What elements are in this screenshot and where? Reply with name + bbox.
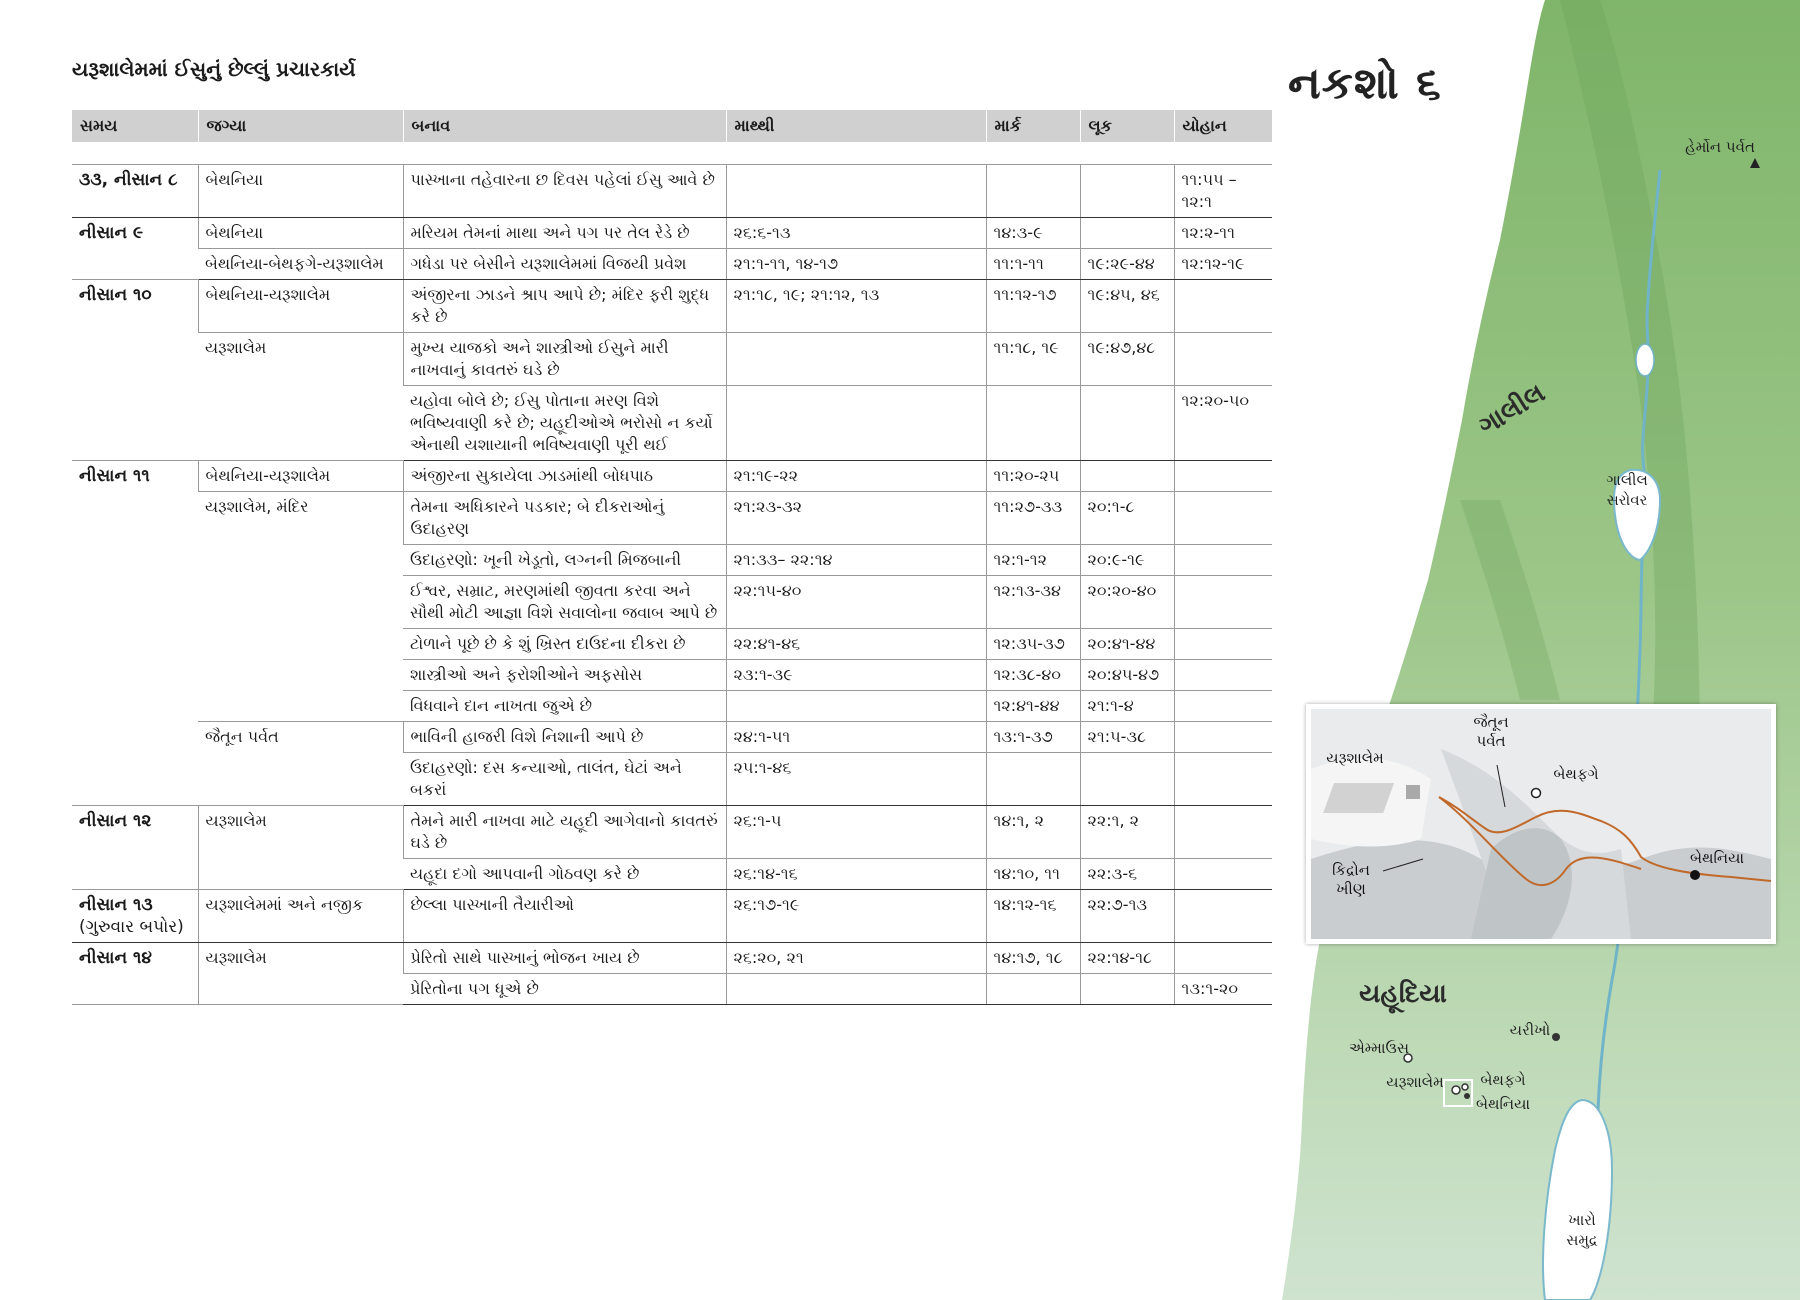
- date-cell: [72, 280, 198, 461]
- header-time: સમય: [72, 110, 198, 142]
- header-spacer: [72, 142, 1272, 165]
- event-cell: ભાવિની હાજરી વિશે નિશાની આપે છે: [403, 722, 726, 753]
- matthew-cell: ૨૧:૩૩– ૨૨:૧૪: [726, 545, 986, 576]
- matthew-cell: ૨૧:૧૯-૨૨: [726, 461, 986, 492]
- place-cell: બેથનિયા-યરૂશાલેમ: [198, 280, 403, 333]
- john-cell: [1174, 943, 1272, 974]
- jerusalem-label: યરૂશાલેમ: [1386, 1073, 1444, 1091]
- sea-of-galilee-label: ગાલીલ સરોવર: [1606, 471, 1648, 509]
- mark-cell: [986, 165, 1080, 218]
- john-cell: [1174, 576, 1272, 629]
- matthew-cell: ૨૬:૨૦, ૨૧: [726, 943, 986, 974]
- matthew-cell: ૨૧:૨૩-૩૨: [726, 492, 986, 545]
- mark-cell: ૧૪:૧૦, ૧૧: [986, 859, 1080, 890]
- matthew-cell: ૨૬:૧-૫: [726, 806, 986, 859]
- header-matthew: માથ્થી: [726, 110, 986, 142]
- place-cell: બેથનિયા: [198, 218, 403, 249]
- event-cell: તેમના અધિકારને પડકાર; બે દીકરાઓનું ઉદાહરણ: [403, 492, 726, 545]
- john-cell: [1174, 333, 1272, 386]
- table-row: [72, 722, 1272, 753]
- event-cell: પ્રેરિતો સાથે પાસ્ખાનું ભોજન ખાય છે: [403, 943, 726, 974]
- date-text: નીસાન ૧૪: [79, 948, 152, 968]
- matthew-cell: [726, 333, 986, 386]
- event-cell: પ્રેરિતોના પગ ધૂએ છે: [403, 974, 726, 1005]
- map-title: નકશો ૬: [1288, 58, 1442, 109]
- event-cell: અંજીરના ઝાડને શ્રાપ આપે છે; મંદિર ફરી શુદ્ધ કરે છે: [403, 280, 726, 333]
- matthew-cell: ૨૬:૧૭-૧૯: [726, 890, 986, 943]
- event-cell: ઈશ્વર, સમ્રાટ, મરણમાંથી જીવતા કરવા અને સૌથી મોટી આજ્ઞા વિશે સવાલોના જવાબ આપે છે: [403, 576, 726, 629]
- mark-cell: ૧૧:૧-૧૧: [986, 249, 1080, 280]
- jerusalem-marker: [1452, 1086, 1460, 1094]
- table-row: [72, 218, 1272, 249]
- event-cell: યહૂદા દગો આપવાની ગોઠવણ કરે છે: [403, 859, 726, 890]
- date-cell: [72, 461, 198, 806]
- matthew-cell: ૨૨:૧૫-૪૦: [726, 576, 986, 629]
- matthew-cell: ૨૫:૧-૪૬: [726, 753, 986, 806]
- header-mark: માર્ક: [986, 110, 1080, 142]
- date-note: (ગુરુવાર બપોર): [79, 917, 184, 937]
- mark-cell: ૧૧:૨૭-૩૩: [986, 492, 1080, 545]
- mark-cell: ૧૨:૩૫-૩૭: [986, 629, 1080, 660]
- schedule-table: [72, 110, 1272, 1005]
- john-cell: [1174, 660, 1272, 691]
- table-row: [72, 333, 1272, 386]
- place-cell: યરૂશાલેમ: [198, 943, 403, 1005]
- event-cell: અંજીરના સુકાયેલા ઝાડમાંથી બોધપાઠ: [403, 461, 726, 492]
- inset-bethphage-label: બેથફગે: [1553, 765, 1599, 783]
- john-cell: ૧૨:૧૨-૧૯: [1174, 249, 1272, 280]
- mark-cell: ૧૨:૪૧-૪૪: [986, 691, 1080, 722]
- john-cell: ૧૨:૨-૧૧: [1174, 218, 1272, 249]
- mark-cell: ૧૪:૩-૯: [986, 218, 1080, 249]
- event-cell: વિધવાને દાન નાખતા જુએ છે: [403, 691, 726, 722]
- john-cell: [1174, 806, 1272, 859]
- date-cell: [72, 218, 198, 280]
- luke-cell: ૨૨:૧, ૨: [1080, 806, 1174, 859]
- luke-cell: [1080, 386, 1174, 461]
- luke-cell: ૨૦:૯-૧૯: [1080, 545, 1174, 576]
- luke-cell: ૨૦:૪૧-૪૪: [1080, 629, 1174, 660]
- place-cell: જૈતૂન પર્વત: [198, 722, 403, 806]
- event-cell: છેલ્લા પાસ્ખાની તૈયારીઓ: [403, 890, 726, 943]
- date-text: નીસાન ૯: [79, 223, 144, 243]
- jericho-label: યરીખો: [1509, 1021, 1551, 1039]
- mount-of-olives-label: જૈતૂન પર્વત: [1473, 713, 1509, 750]
- bethphage-label: બેથફગે: [1480, 1071, 1526, 1089]
- table-header-row: [72, 110, 1272, 142]
- matthew-cell: ૨૧:૧૮, ૧૯; ૨૧:૧૨, ૧૩: [726, 280, 986, 333]
- kidron-valley-label: કિદ્રોન ખીણ: [1332, 861, 1370, 898]
- matthew-cell: ૨૧:૧-૧૧, ૧૪-૧૭: [726, 249, 986, 280]
- date-text: નીસાન ૧૨: [79, 811, 152, 831]
- matthew-cell: ૨૬:૬-૧૩: [726, 218, 986, 249]
- matthew-cell: [726, 691, 986, 722]
- inset-jerusalem-label: યરૂશાલેમ: [1326, 749, 1384, 767]
- luke-cell: [1080, 165, 1174, 218]
- table-row: [72, 280, 1272, 333]
- inset-bethany-label: બેથનિયા: [1689, 849, 1745, 867]
- luke-cell: ૨૧:૫-૩૮: [1080, 722, 1174, 753]
- date-cell: [72, 806, 198, 890]
- luke-cell: ૧૯:૪૫, ૪૬: [1080, 280, 1174, 333]
- event-cell: પાસ્ખાના તહેવારના છ દિવસ પહેલાં ઈસુ આવે છે: [403, 165, 726, 218]
- header-event: બનાવ: [403, 110, 726, 142]
- place-cell: બેથનિયા-યરૂશાલેમ: [198, 461, 403, 492]
- table-row: [72, 492, 1272, 545]
- luke-cell: ૨૦:૧-૮: [1080, 492, 1174, 545]
- mark-cell: ૧૧:૨૦-૨૫: [986, 461, 1080, 492]
- hermon-label: હેર્મોન પર્વત: [1685, 138, 1755, 156]
- luke-cell: ૨૨:૩-૬: [1080, 859, 1174, 890]
- mark-cell: ૧૪:૧૨-૧૬: [986, 890, 1080, 943]
- mark-cell: ૧૨:૧૩-૩૪: [986, 576, 1080, 629]
- mark-cell: ૧૩:૧-૩૭: [986, 722, 1080, 753]
- event-cell: ઉદાહરણો: ખૂની ખેડૂતો, લગ્નની મિજબાની: [403, 545, 726, 576]
- luke-cell: ૧૯:૪૭,૪૮: [1080, 333, 1174, 386]
- event-cell: મુખ્ય યાજકો અને શાસ્ત્રીઓ ઈસુને મારી નાખવાનું કાવતરું ઘડે છે: [403, 333, 726, 386]
- lake-huleh: [1636, 344, 1654, 376]
- mark-cell: ૧૨:૧-૧૨: [986, 545, 1080, 576]
- header-place: જગ્યા: [198, 110, 403, 142]
- matthew-cell: ૨૩:૧-૩૯: [726, 660, 986, 691]
- place-cell: બેથનિયા: [198, 165, 403, 218]
- schedule-section: [72, 52, 1272, 1005]
- mark-cell: ૧૪:૧૭, ૧૮: [986, 943, 1080, 974]
- bethany-label: બેથનિયા: [1475, 1095, 1531, 1113]
- john-cell: ૧૩:૧-૨૦: [1174, 974, 1272, 1005]
- matthew-cell: ૨૨:૪૧-૪૬: [726, 629, 986, 660]
- event-cell: શાસ્ત્રીઓ અને ફરોશીઓને અફસોસ: [403, 660, 726, 691]
- inset-terrain: [1311, 709, 1771, 939]
- luke-cell: ૨૨:૭-૧૩: [1080, 890, 1174, 943]
- john-cell: [1174, 722, 1272, 753]
- galilee-label: ગાલીલ: [1473, 378, 1551, 442]
- matthew-cell: ૨૬:૧૪-૧૬: [726, 859, 986, 890]
- mark-cell: [986, 386, 1080, 461]
- luke-cell: [1080, 461, 1174, 492]
- luke-cell: ૧૯:૨૯-૪૪: [1080, 249, 1174, 280]
- place-cell: યરૂશાલેમ, મંદિર: [198, 492, 403, 722]
- luke-cell: [1080, 753, 1174, 806]
- table-row: [72, 943, 1272, 974]
- judea-label: યહૂદિયા: [1359, 979, 1447, 1009]
- luke-cell: ૨૧:૧-૪: [1080, 691, 1174, 722]
- luke-cell: ૨૨:૧૪-૧૮: [1080, 943, 1174, 974]
- date-text: નીસાન ૧૦: [79, 285, 152, 305]
- matthew-cell: [726, 386, 986, 461]
- place-cell: બેથનિયા-બેથફગે-યરૂશાલેમ: [198, 249, 403, 280]
- luke-cell: ૨૦:૪૫-૪૭: [1080, 660, 1174, 691]
- date-cell: [72, 165, 198, 218]
- luke-cell: [1080, 974, 1174, 1005]
- event-cell: ઉદાહરણો: દસ કન્યાઓ, તાલંત, ઘેટાં અને બકરાં: [403, 753, 726, 806]
- john-cell: [1174, 691, 1272, 722]
- john-cell: ૧૨:૨૦-૫૦: [1174, 386, 1272, 461]
- john-cell: ૧૧:૫૫ – ૧૨:૧: [1174, 165, 1272, 218]
- john-cell: [1174, 545, 1272, 576]
- mark-cell: [986, 753, 1080, 806]
- mark-cell: ૧૪:૧, ૨: [986, 806, 1080, 859]
- table-row: [72, 165, 1272, 218]
- date-cell: [72, 943, 198, 1005]
- john-cell: [1174, 461, 1272, 492]
- table-row: [72, 249, 1272, 280]
- jerusalem-inset-map: [1306, 704, 1776, 944]
- page-subtitle: યરૂશાલેમમાં ઈસુનું છેલ્લું પ્રચારકાર્ય: [72, 57, 356, 81]
- place-cell: યરૂશાલેમ: [198, 333, 403, 461]
- table-row: [72, 461, 1272, 492]
- john-cell: [1174, 753, 1272, 806]
- mark-cell: ૧૨:૩૮-૪૦: [986, 660, 1080, 691]
- header-luke: લૂક: [1080, 110, 1174, 142]
- table-row: [72, 806, 1272, 859]
- john-cell: [1174, 492, 1272, 545]
- john-cell: [1174, 859, 1272, 890]
- mark-cell: ૧૧:૧૮, ૧૯: [986, 333, 1080, 386]
- header-john: યોહાન: [1174, 110, 1272, 142]
- event-cell: ગધેડા પર બેસીને યરૂશાલેમમાં વિજયી પ્રવેશ: [403, 249, 726, 280]
- place-cell: યરૂશાલેમમાં અને નજીક: [198, 890, 403, 943]
- dead-sea-label: ખારો સમુદ્ર: [1566, 1211, 1598, 1249]
- event-cell: યહોવા બોલે છે; ઈસુ પોતાના મરણ વિશે ભવિષ્યવાણી કરે છે; યહૂદીઓએ ભરોસો ન કર્યો એનાથી યશાયાની ભવિષ્યવાણી પૂરી થઈ: [403, 386, 726, 461]
- date-text: નીસાન ૧૩: [79, 895, 153, 915]
- john-cell: [1174, 629, 1272, 660]
- mark-cell: [986, 974, 1080, 1005]
- date-text: નીસાન ૧૧: [79, 466, 150, 486]
- matthew-cell: ૨૪:૧-૫૧: [726, 722, 986, 753]
- matthew-cell: [726, 165, 986, 218]
- mark-cell: ૧૧:૧૨-૧૭: [986, 280, 1080, 333]
- place-cell: યરૂશાલેમ: [198, 806, 403, 890]
- matthew-cell: [726, 974, 986, 1005]
- event-cell: ટોળાને પૂછે છે કે શું ખ્રિસ્ત દાઉદના દીકરા છે: [403, 629, 726, 660]
- luke-cell: [1080, 218, 1174, 249]
- table-row: [72, 890, 1272, 943]
- emmaus-label: એમ્માઉસ: [1348, 1039, 1410, 1057]
- date-text: ૩૩, નીસાન ૮: [79, 170, 178, 190]
- john-cell: [1174, 890, 1272, 943]
- event-cell: મરિયમ તેમનાં માથા અને પગ પર તેલ રેડે છે: [403, 218, 726, 249]
- luke-cell: ૨૦:૨૦-૪૦: [1080, 576, 1174, 629]
- john-cell: [1174, 280, 1272, 333]
- date-cell: [72, 890, 198, 943]
- event-cell: તેમને મારી નાખવા માટે યહૂદી આગેવાનો કાવતરું ઘડે છે: [403, 806, 726, 859]
